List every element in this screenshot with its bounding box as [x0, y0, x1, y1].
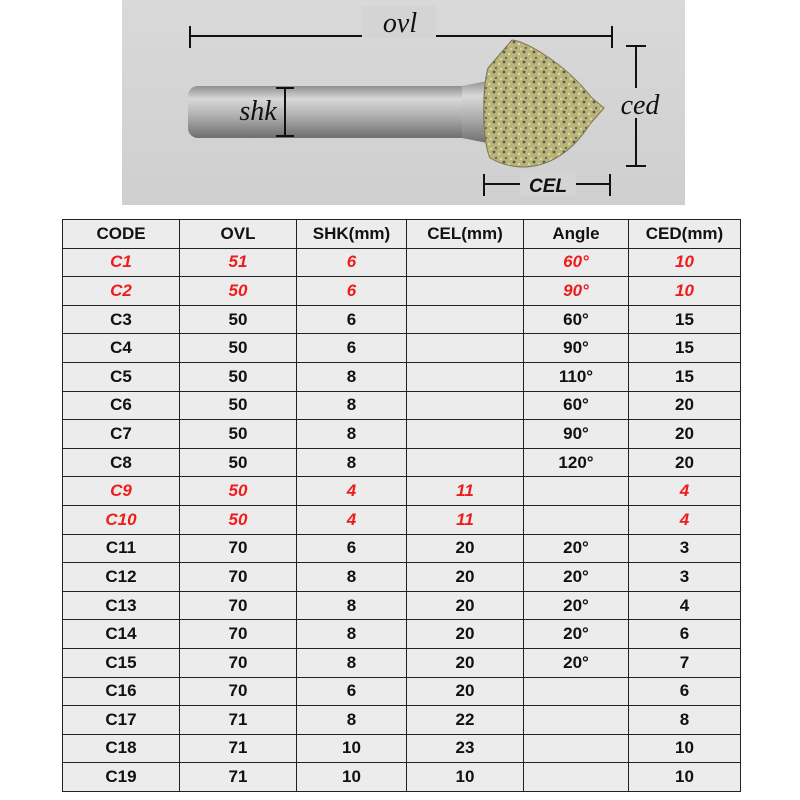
- cell-code: C3: [63, 305, 180, 334]
- table-row: [63, 563, 741, 592]
- cell-code: C5: [63, 362, 180, 391]
- cell-shk: 6: [297, 277, 407, 306]
- cell-ovl: 70: [180, 563, 297, 592]
- cell-cel: 20: [407, 591, 524, 620]
- cell-angle: 90°: [524, 420, 629, 449]
- table-row: [63, 648, 741, 677]
- cel-label: CEL: [529, 176, 567, 197]
- cell-ced: 10: [629, 277, 741, 306]
- cell-cel: 20: [407, 620, 524, 649]
- cell-angle: [524, 763, 629, 792]
- cell-angle: 60°: [524, 391, 629, 420]
- header-cel: CEL(mm): [407, 220, 524, 249]
- cell-angle: [524, 734, 629, 763]
- cell-code: C7: [63, 420, 180, 449]
- cell-shk: 8: [297, 448, 407, 477]
- cell-shk: 6: [297, 248, 407, 277]
- table-row: [63, 334, 741, 363]
- burr-head-shape: [484, 40, 604, 167]
- cell-code: C10: [63, 505, 180, 534]
- cell-ced: 6: [629, 620, 741, 649]
- cell-code: C15: [63, 648, 180, 677]
- ovl-dimension: [190, 6, 612, 48]
- product-photo: [122, 0, 685, 205]
- table-row: [63, 420, 741, 449]
- cell-shk: 8: [297, 706, 407, 735]
- cell-ced: 3: [629, 534, 741, 563]
- cell-shk: 10: [297, 763, 407, 792]
- cell-ced: 20: [629, 391, 741, 420]
- cell-ovl: 70: [180, 648, 297, 677]
- cell-shk: 8: [297, 362, 407, 391]
- ced-label: ced: [620, 90, 660, 121]
- cell-cel: [407, 391, 524, 420]
- header-code: CODE: [63, 220, 180, 249]
- cell-shk: 8: [297, 620, 407, 649]
- cell-ovl: 70: [180, 591, 297, 620]
- cell-ced: 7: [629, 648, 741, 677]
- cell-cel: 11: [407, 477, 524, 506]
- cell-shk: 6: [297, 677, 407, 706]
- cell-ovl: 70: [180, 677, 297, 706]
- cell-code: C16: [63, 677, 180, 706]
- cell-ced: 15: [629, 305, 741, 334]
- table-row: [63, 591, 741, 620]
- cell-code: C1: [63, 248, 180, 277]
- cell-angle: 20°: [524, 620, 629, 649]
- cell-ced: 4: [629, 477, 741, 506]
- cell-angle: [524, 677, 629, 706]
- cell-ovl: 50: [180, 448, 297, 477]
- cell-ovl: 50: [180, 305, 297, 334]
- cell-shk: 8: [297, 391, 407, 420]
- cell-angle: 20°: [524, 591, 629, 620]
- cell-cel: 20: [407, 648, 524, 677]
- cell-shk: 4: [297, 505, 407, 534]
- cell-angle: 120°: [524, 448, 629, 477]
- table-row: [63, 448, 741, 477]
- spec-table-header: [63, 220, 741, 249]
- cell-angle: [524, 505, 629, 534]
- cell-ovl: 51: [180, 248, 297, 277]
- cell-angle: [524, 706, 629, 735]
- cell-code: C12: [63, 563, 180, 592]
- cell-ovl: 70: [180, 620, 297, 649]
- cell-cel: [407, 362, 524, 391]
- cell-code: C2: [63, 277, 180, 306]
- spec-table: [62, 219, 741, 792]
- table-row: [63, 248, 741, 277]
- cell-code: C17: [63, 706, 180, 735]
- cell-ced: 20: [629, 448, 741, 477]
- cell-angle: 110°: [524, 362, 629, 391]
- cell-shk: 8: [297, 648, 407, 677]
- cell-angle: 20°: [524, 534, 629, 563]
- header-shk: SHK(mm): [297, 220, 407, 249]
- spec-table-body: [63, 248, 741, 791]
- header-row: [63, 220, 741, 249]
- table-row: [63, 362, 741, 391]
- cell-ced: 8: [629, 706, 741, 735]
- cell-ovl: 70: [180, 534, 297, 563]
- header-ovl: OVL: [180, 220, 297, 249]
- cell-cel: 22: [407, 706, 524, 735]
- cell-ovl: 71: [180, 734, 297, 763]
- cell-shk: 6: [297, 305, 407, 334]
- cell-angle: 20°: [524, 648, 629, 677]
- cell-ced: 10: [629, 763, 741, 792]
- cell-shk: 6: [297, 534, 407, 563]
- cell-shk: 10: [297, 734, 407, 763]
- cell-cel: [407, 277, 524, 306]
- cell-code: C14: [63, 620, 180, 649]
- cell-ced: 4: [629, 505, 741, 534]
- table-row: [63, 277, 741, 306]
- table-row: [63, 706, 741, 735]
- cell-cel: 20: [407, 563, 524, 592]
- cell-shk: 4: [297, 477, 407, 506]
- cell-ovl: 50: [180, 334, 297, 363]
- cell-angle: 60°: [524, 305, 629, 334]
- cell-ovl: 50: [180, 505, 297, 534]
- cell-ovl: 50: [180, 362, 297, 391]
- ced-dimension: [610, 46, 670, 166]
- cell-angle: 20°: [524, 563, 629, 592]
- cell-code: C11: [63, 534, 180, 563]
- cell-angle: [524, 477, 629, 506]
- shk-label: shk: [239, 96, 277, 127]
- cell-ovl: 50: [180, 477, 297, 506]
- cell-cel: [407, 420, 524, 449]
- cell-cel: [407, 448, 524, 477]
- cell-ovl: 71: [180, 706, 297, 735]
- cell-code: C13: [63, 591, 180, 620]
- cell-code: C18: [63, 734, 180, 763]
- cell-shk: 6: [297, 334, 407, 363]
- cell-code: C9: [63, 477, 180, 506]
- shank-shape: [188, 80, 492, 144]
- cell-ovl: 50: [180, 277, 297, 306]
- cell-cel: [407, 334, 524, 363]
- cell-ced: 6: [629, 677, 741, 706]
- table-row: [63, 305, 741, 334]
- cell-shk: 8: [297, 420, 407, 449]
- cell-cel: 20: [407, 677, 524, 706]
- header-angle: Angle: [524, 220, 629, 249]
- table-row: [63, 505, 741, 534]
- table-row: [63, 620, 741, 649]
- table-row: [63, 534, 741, 563]
- cell-shk: 8: [297, 591, 407, 620]
- table-row: [63, 734, 741, 763]
- cell-ced: 15: [629, 334, 741, 363]
- burr-diagram: [122, 0, 685, 205]
- cell-cel: [407, 248, 524, 277]
- table-row: [63, 477, 741, 506]
- cell-ovl: 71: [180, 763, 297, 792]
- cell-code: C4: [63, 334, 180, 363]
- cell-code: C19: [63, 763, 180, 792]
- cell-cel: 10: [407, 763, 524, 792]
- cell-cel: 20: [407, 534, 524, 563]
- cell-cel: 11: [407, 505, 524, 534]
- cell-cel: [407, 305, 524, 334]
- cel-dimension: [484, 172, 610, 197]
- table-row: [63, 391, 741, 420]
- cell-code: C8: [63, 448, 180, 477]
- header-ced: CED(mm): [629, 220, 741, 249]
- cell-cel: 23: [407, 734, 524, 763]
- cell-ced: 10: [629, 248, 741, 277]
- cell-code: C6: [63, 391, 180, 420]
- cell-ced: 3: [629, 563, 741, 592]
- cell-ced: 20: [629, 420, 741, 449]
- table-row: [63, 763, 741, 792]
- cell-angle: 90°: [524, 334, 629, 363]
- cell-shk: 8: [297, 563, 407, 592]
- cell-ced: 4: [629, 591, 741, 620]
- table-row: [63, 677, 741, 706]
- cell-ovl: 50: [180, 420, 297, 449]
- cell-ced: 10: [629, 734, 741, 763]
- cell-ovl: 50: [180, 391, 297, 420]
- cell-ced: 15: [629, 362, 741, 391]
- cell-angle: 60°: [524, 248, 629, 277]
- ovl-label: ovl: [382, 8, 418, 39]
- cell-angle: 90°: [524, 277, 629, 306]
